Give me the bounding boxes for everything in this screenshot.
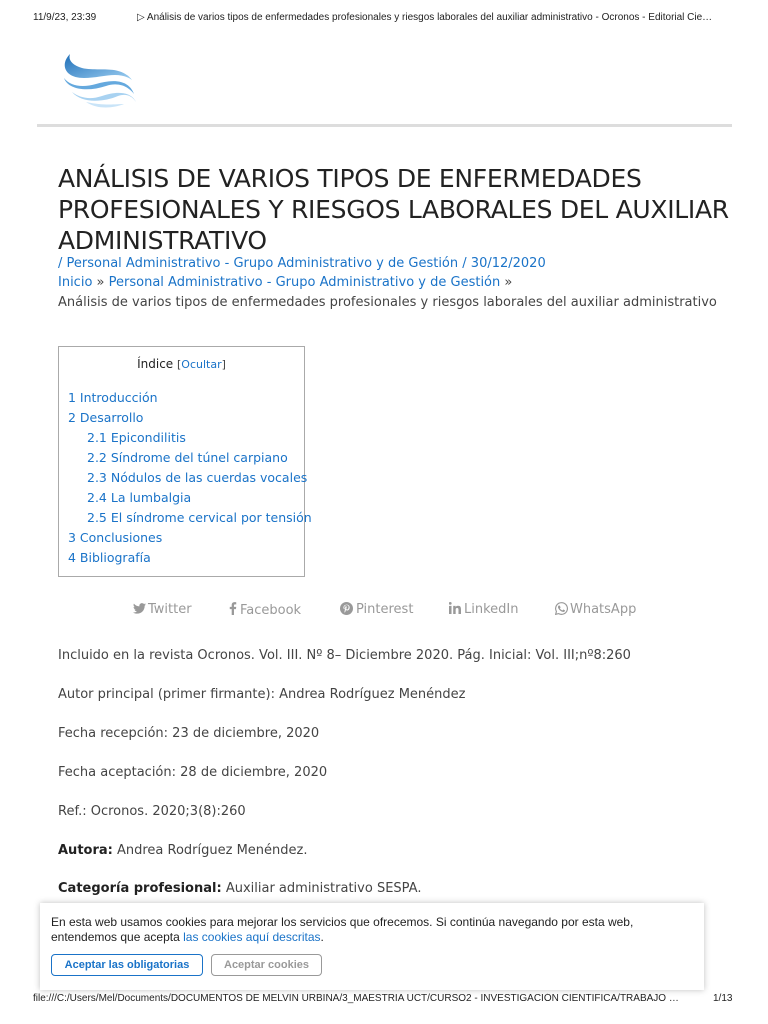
cookie-policy-link[interactable]: las cookies aquí descritas — [183, 930, 321, 944]
toc-hide-link[interactable]: Ocultar — [181, 358, 222, 371]
share-whatsapp-label: WhatsApp — [570, 602, 637, 617]
breadcrumb-home-link[interactable]: Inicio — [58, 275, 93, 290]
toc-header — [59, 357, 304, 371]
article-title: ANÁLISIS DE VARIOS TIPOS DE ENFERMEDADES PROFESIONALES Y RIESGOS LABORALES DEL AUXILIAR ADMINISTRATIVO — [58, 164, 729, 255]
toc-item[interactable]: 4 Bibliografía — [68, 550, 151, 565]
received-date: Fecha recepción: 23 de diciembre, 2020 — [58, 726, 320, 741]
linkedin-icon — [449, 602, 461, 614]
cookie-text — [51, 915, 691, 945]
author-line — [58, 842, 307, 860]
share-linkedin-button[interactable] — [449, 602, 518, 617]
meta-separator: / — [58, 256, 63, 271]
breadcrumb-separator: » — [504, 275, 513, 290]
accept-required-cookies-button[interactable]: Aceptar las obligatorias — [51, 954, 203, 976]
author-label: Autora: — [58, 843, 113, 858]
toc-subitem[interactable]: 2.2 Síndrome del túnel carpiano — [87, 450, 288, 465]
cookie-banner — [40, 903, 704, 990]
twitter-icon — [133, 603, 146, 614]
share-pinterest-label: Pinterest — [356, 602, 414, 617]
table-of-contents — [58, 346, 312, 577]
toc-subitem[interactable]: 2.5 El síndrome cervical por tensión — [87, 510, 312, 525]
cookie-message-end: . — [320, 930, 324, 944]
share-twitter-button[interactable] — [133, 602, 192, 617]
meta-category-link[interactable]: Personal Administrativo - Grupo Administrativo y de Gestión — [66, 256, 459, 271]
breadcrumb-separator: » — [96, 275, 105, 290]
reference: Ref.: Ocronos. 2020;3(8):260 — [58, 804, 246, 819]
article-meta — [58, 255, 546, 273]
cookie-message: En esta web usamos cookies para mejorar los servicios que ofrecemos. Si continúa navegando por esta web, entendemos que acepta — [51, 915, 634, 944]
category-line — [58, 880, 421, 898]
pinterest-icon — [340, 602, 353, 615]
meta-separator: / — [462, 256, 467, 271]
whatsapp-icon — [555, 602, 568, 615]
accepted-date: Fecha aceptación: 28 de diciembre, 2020 — [58, 765, 328, 780]
accept-cookies-button[interactable]: Aceptar cookies — [211, 954, 322, 976]
toc-list — [68, 388, 312, 568]
author-value: Andrea Rodríguez Menéndez. — [116, 843, 308, 858]
toc-item[interactable]: 1 Introducción — [68, 390, 158, 405]
main-author: Autor principal (primer firmante): Andrea Rodríguez Menéndez — [58, 687, 466, 702]
print-page-number: 1/13 — [713, 993, 733, 1004]
toc-item[interactable]: 2 Desarrollo — [68, 410, 144, 425]
toc-subitem[interactable]: 2.3 Nódulos de las cuerdas vocales — [87, 470, 308, 485]
share-linkedin-label: LinkedIn — [464, 602, 519, 617]
toc-hide-wrapper: [Ocultar] — [177, 358, 226, 371]
toc-heading: Índice — [137, 357, 174, 371]
share-whatsapp-button[interactable] — [555, 602, 636, 617]
print-datetime: 11/9/23, 23:39 — [33, 12, 97, 23]
breadcrumb — [58, 274, 512, 292]
toc-item[interactable]: 3 Conclusiones — [68, 530, 163, 545]
category-value: Auxiliar administrativo SESPA. — [225, 881, 422, 896]
header-divider — [37, 124, 732, 127]
journal-info: Incluido en la revista Ocronos. Vol. III. Nº 8– Diciembre 2020. Pág. Inicial: Vol. III;nº8:260 — [58, 648, 631, 663]
article-subtitle: Análisis de varios tipos de enfermedades profesionales y riesgos laborales del auxiliar administrativo — [58, 295, 717, 310]
breadcrumb-category-link[interactable]: Personal Administrativo - Grupo Administrativo y de Gestión — [108, 275, 501, 290]
facebook-icon — [229, 602, 237, 615]
share-facebook-button[interactable] — [229, 602, 301, 618]
share-pinterest-button[interactable] — [340, 602, 413, 617]
toc-subitem[interactable]: 2.4 La lumbalgia — [87, 490, 192, 505]
print-file-path: file:///C:/Users/Mel/Documents/DOCUMENTOS DE MELVIN URBINA/3_MAESTRIA UCT/CURSO2 - INVESTIGACIÓN CIENTIFICA/TRABAJO … — [33, 993, 679, 1004]
meta-date-link[interactable]: 30/12/2020 — [470, 256, 546, 271]
wave-logo-icon[interactable] — [58, 48, 138, 112]
toc-subitem[interactable]: 2.1 Epicondilitis — [87, 430, 186, 445]
print-page-title: ▷ Análisis de varios tipos de enfermedades profesionales y riesgos laborales del auxiliar administrativo - Ocronos - Editorial Cie… — [137, 12, 713, 23]
share-bar — [0, 602, 768, 620]
share-facebook-label: Facebook — [240, 603, 302, 618]
category-label: Categoría profesional: — [58, 881, 222, 896]
share-twitter-label: Twitter — [148, 602, 192, 617]
